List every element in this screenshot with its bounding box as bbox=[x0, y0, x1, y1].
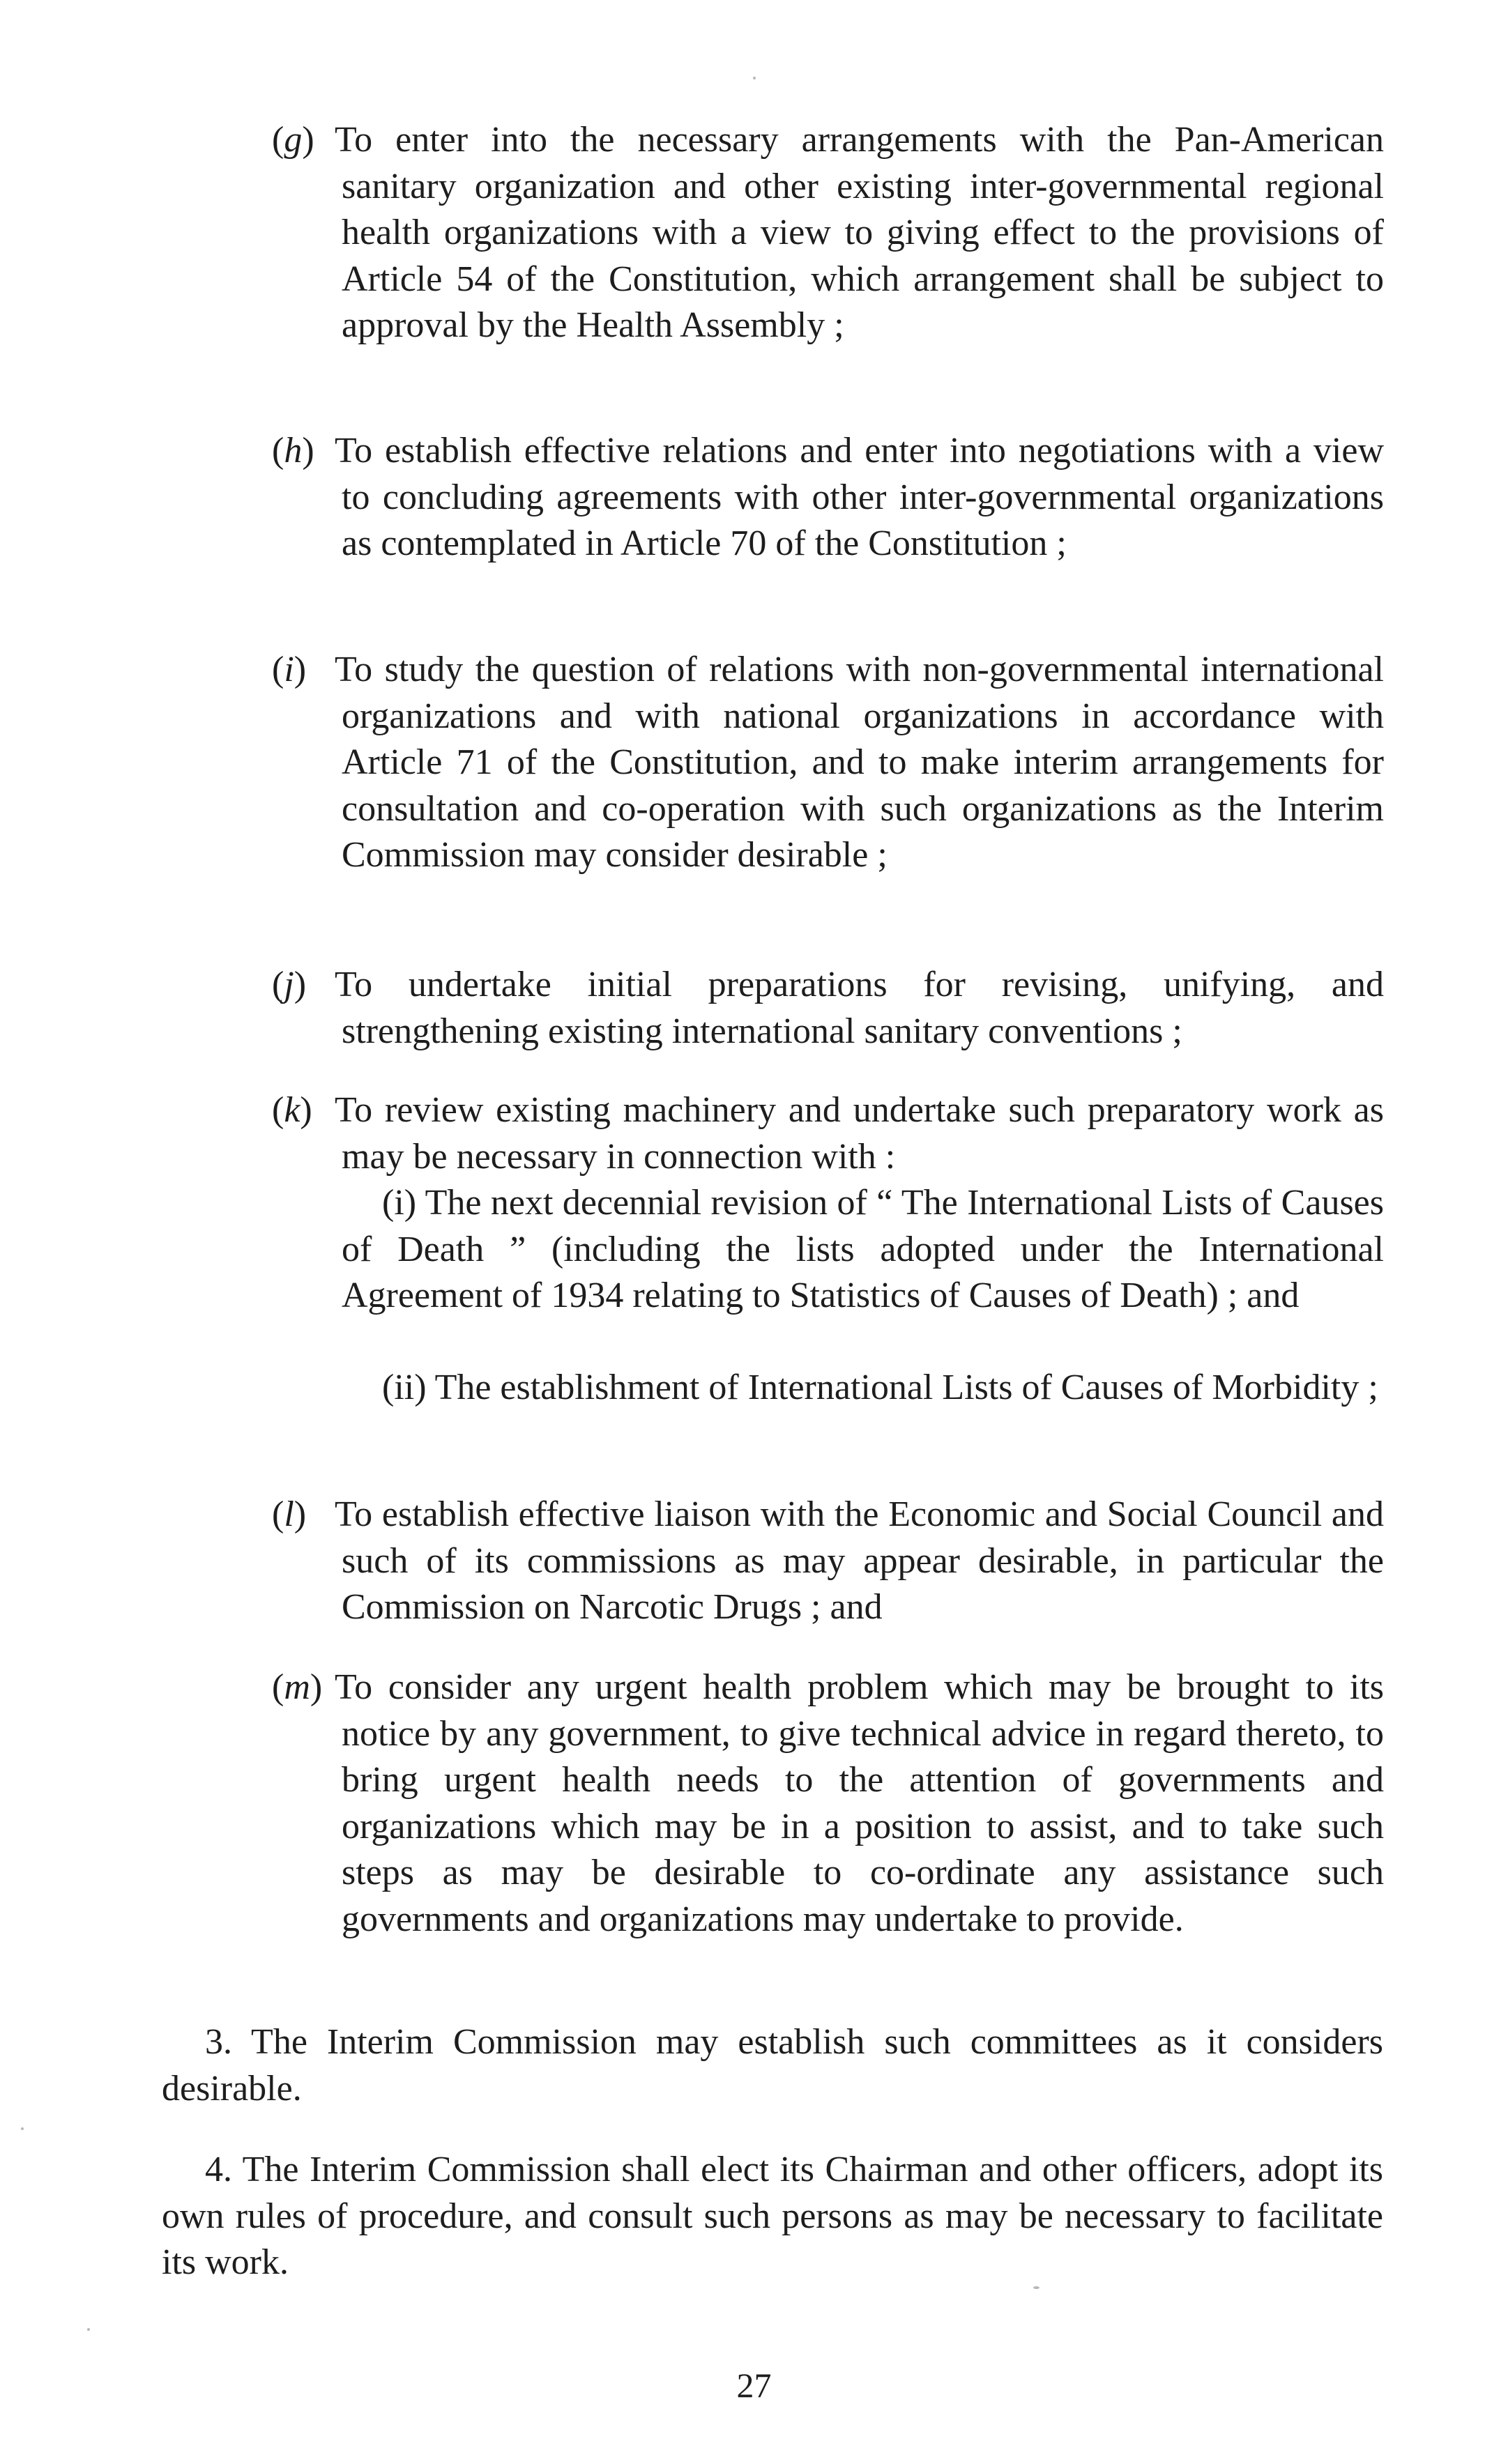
item-label: k bbox=[284, 1090, 300, 1130]
list-item-j: (j) To undertake initial preparations for revising, unifying, and strengthening existing international sanitary conventions ; bbox=[272, 965, 1384, 1051]
scan-speck bbox=[87, 2328, 90, 2331]
list-item-k: (k) To review existing machinery and undertake such preparatory work as may be necessary in connection with : bbox=[272, 1090, 1384, 1177]
item-label: i bbox=[284, 650, 294, 689]
item-label: l bbox=[284, 1494, 294, 1534]
item-text: To establish effective liaison with the Economic and Social Council and such of its commissions as may appear desirable, in particular the Commission on Narcotic Drugs ; and bbox=[335, 1494, 1384, 1627]
scan-speck bbox=[753, 77, 756, 79]
scan-speck bbox=[1033, 2286, 1039, 2289]
item-text: To review existing machinery and undertake such preparatory work as may be necessary in connection with : bbox=[335, 1090, 1384, 1177]
list-item-l: (l) To establish effective liaison with the Economic and Social Council and such of its commissions as may appear desirable, in particular the Commission on Narcotic Drugs ; and bbox=[272, 1494, 1384, 1627]
list-item-i: (i) To study the question of relations with non-governmental international organizations and with national organizations in accordance with Article 71 of the Constitution, and to make interim arrangements for consultation and co-operation with such organizations as the Interim Commission may consider desirable ; bbox=[272, 650, 1384, 875]
list-subitem-k-i: (i) The next decennial revision of “ The International Lists of Causes of Death ” (including the lists adopted under the International Agreement of 1934 relating to Statistics of Causes of Death) ; and bbox=[342, 1183, 1384, 1315]
page-number: 27 bbox=[736, 2366, 772, 2405]
item-label: g bbox=[284, 120, 303, 160]
list-item-h: (h) To establish effective relations and enter into negotiations with a view to concluding agreements with other inter-governmental organizations as contemplated in Article 70 of the Constitution ; bbox=[272, 431, 1384, 563]
paragraph-4: 4. The Interim Commission shall elect its Chairman and other officers, adopt its own rules of procedure, and consult such persons as may be necessary to facilitate its work. bbox=[162, 2150, 1383, 2282]
item-text: To enter into the necessary arrangements with the Pan-American sanitary organization and other existing inter-governmental regional health organizations with a view to giving effect to the provisions of Article 54 of the Constitution, which arrangement shall be subject to approval by the Health Assembly ; bbox=[335, 120, 1384, 345]
item-label: j bbox=[284, 965, 294, 1004]
item-text: To consider any urgent health problem which may be brought to its notice by any government, to give technical advice in regard thereto, to bring urgent health needs to the attention of governments and organizations which may be in a position to assist, and to take such steps as may be desirable to co-ordinate any assistance such governments and organizations may undertake to provide. bbox=[335, 1667, 1384, 1939]
list-item-g: (g) To enter into the necessary arrangements with the Pan-American sanitary organization and other existing inter-governmental regional health organizations with a view to giving effect to the provisions of Article 54 of the Constitution, which arrangement shall be subject to approval by the Health Assembly ; bbox=[272, 120, 1384, 345]
list-item-m: (m) To consider any urgent health problem which may be brought to its notice by any government, to give technical advice in regard thereto, to bring urgent health needs to the attention of governments and organizations which may be in a position to assist, and to take such steps as may be desirable to co-ordinate any assistance such governments and organizations may undertake to provide. bbox=[272, 1667, 1384, 1939]
list-subitem-k-ii: (ii) The establishment of International Lists of Causes of Morbidity ; bbox=[382, 1368, 1378, 1407]
scan-speck bbox=[21, 2127, 24, 2130]
item-label: m bbox=[284, 1667, 310, 1707]
item-text: To study the question of relations with non-governmental international organizations and with national organizations in accordance with Article 71 of the Constitution, and to make interim arrangements for consultation and co-operation with such organizations as the Interim Commission may consider desirable ; bbox=[335, 650, 1384, 875]
paragraph-3: 3. The Interim Commission may establish such committees as it considers desirable. bbox=[162, 2022, 1383, 2109]
item-text: To undertake initial preparations for revising, unifying, and strengthening existing international sanitary conventions ; bbox=[335, 965, 1384, 1051]
item-label: h bbox=[284, 431, 303, 470]
item-text: To establish effective relations and enter into negotiations with a view to concluding agreements with other inter-governmental organizations as contemplated in Article 70 of the Constitution ; bbox=[335, 431, 1384, 563]
